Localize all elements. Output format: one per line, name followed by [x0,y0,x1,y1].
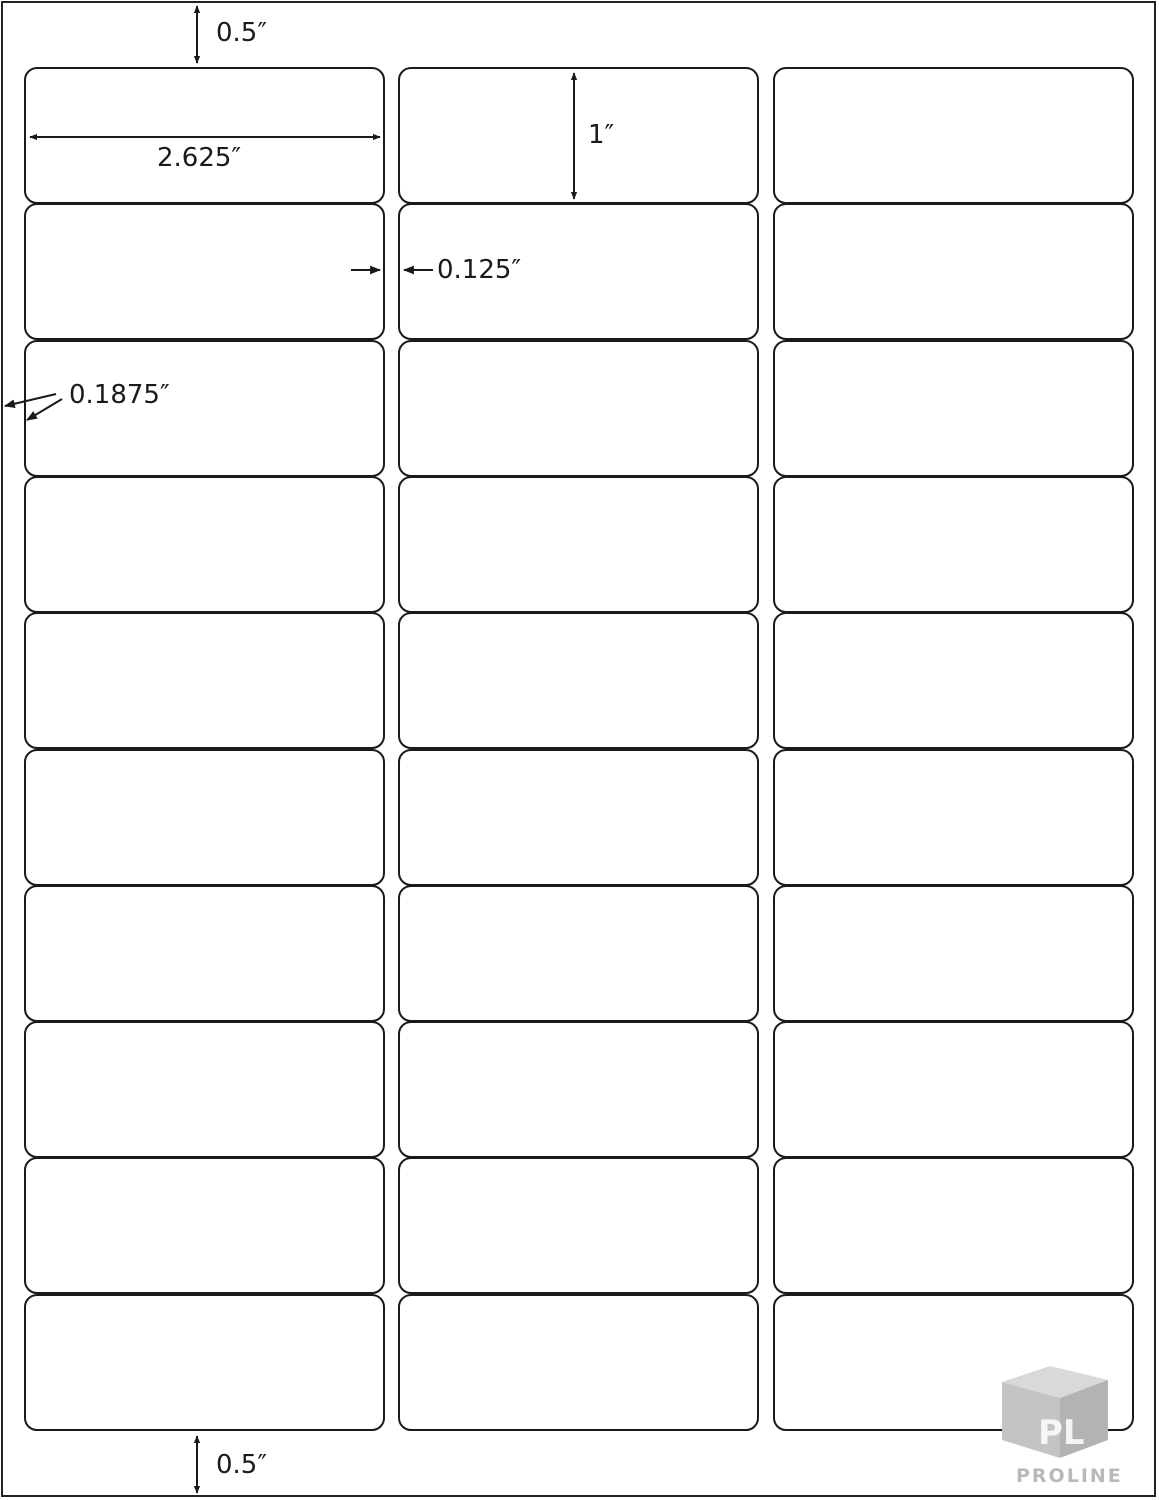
label-height-label: 1″ [588,120,615,150]
side-margin-label: 0.1875″ [69,380,170,410]
logo-box-icon [990,1360,1150,1470]
side-margin-arrow-outer [5,394,56,406]
label-width-label: 2.625″ [157,143,242,173]
proline-logo [990,1360,1150,1495]
bottom-margin-label: 0.5″ [216,1450,268,1480]
top-margin-label: 0.5″ [216,18,268,48]
logo-monogram: PL [1038,1413,1085,1453]
logo-wordmark: PROLINE [1016,1465,1123,1487]
side-margin-arrow-inner [27,399,62,420]
gap-label: 0.125″ [437,255,522,285]
